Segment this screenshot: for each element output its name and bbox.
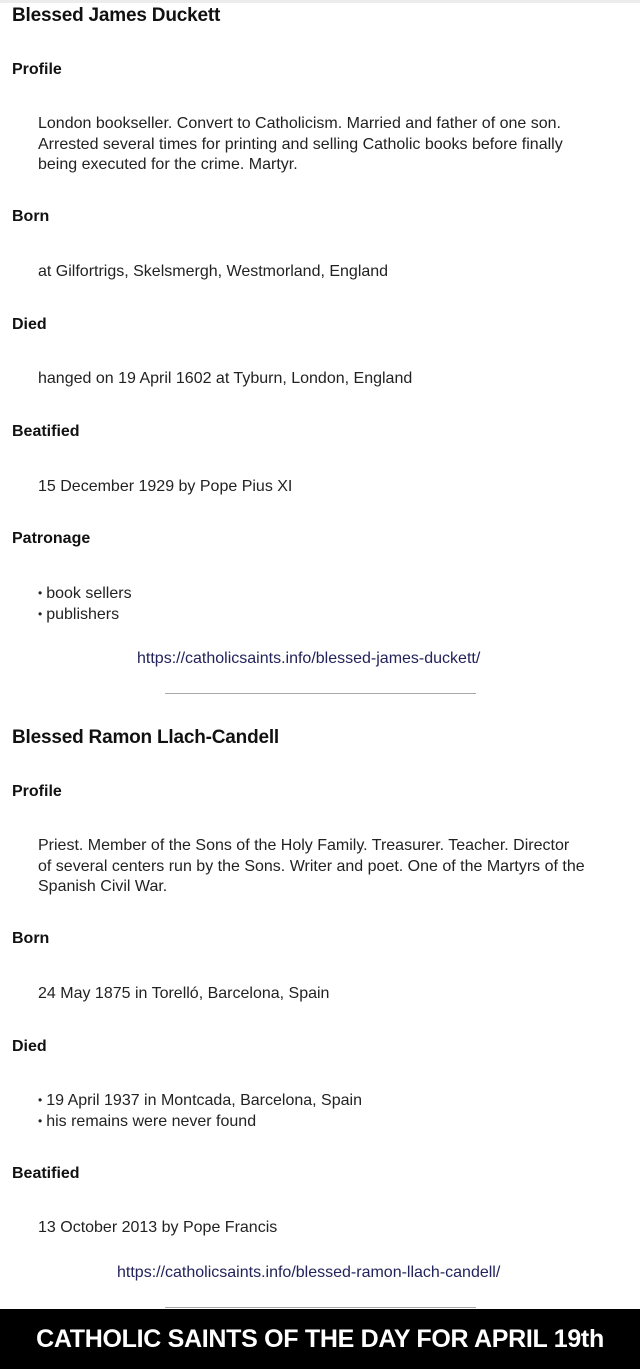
born-text: 24 May 1875 in Torelló, Barcelona, Spain [38,985,330,1002]
profile-line: of several centers run by the Sons. Writer and poet. One of the Martyrs of the [38,857,585,875]
beatified-label: Beatified [12,1165,80,1182]
died-label: Died [12,1038,47,1055]
list-item: • 19 April 1937 in Montcada, Barcelona, Spain [38,1091,362,1112]
top-border [0,0,640,3]
profile-text [38,114,563,176]
died-text: hanged on 19 April 1602 at Tyburn, London, England [38,370,413,387]
born-label: Born [12,208,50,225]
saint-title: Blessed James Duckett [12,5,221,26]
beatified-label: Beatified [12,423,80,440]
profile-line: being executed for the crime. Martyr. [38,156,298,173]
profile-line: Arrested several times for printing and selling Catholic books before finally [38,135,563,153]
died-label: Died [12,316,47,333]
profile-label: Profile [12,783,62,800]
saint-title: Blessed Ramon Llach-Candell [12,727,280,748]
died-list [38,1091,362,1132]
divider [165,693,476,694]
profile-line: London bookseller. Convert to Catholicism. Married and father of one son. [38,115,561,132]
list-item: • book sellers [38,584,132,605]
list-item: • publishers [38,605,132,626]
page-banner: CATHOLIC SAINTS OF THE DAY FOR APRIL 19th [0,1309,640,1369]
profile-line: Priest. Member of the Sons of the Holy Family. Treasurer. Teacher. Director [38,837,570,854]
source-link[interactable]: https://catholicsaints.info/blessed-james-duckett/ [137,650,481,667]
beatified-text: 15 December 1929 by Pope Pius XI [38,478,293,495]
profile-text [38,836,585,898]
beatified-text: 13 October 2013 by Pope Francis [38,1219,278,1236]
born-text: at Gilfortrigs, Skelsmergh, Westmorland, England [38,263,389,280]
source-link[interactable]: https://catholicsaints.info/blessed-ramon-llach-candell/ [117,1264,501,1281]
patronage-label: Patronage [12,530,91,547]
list-item: • his remains were never found [38,1112,362,1133]
profile-label: Profile [12,61,62,78]
born-label: Born [12,930,50,947]
divider [165,1307,476,1308]
patronage-list [38,584,132,625]
profile-line: Spanish Civil War. [38,878,168,895]
